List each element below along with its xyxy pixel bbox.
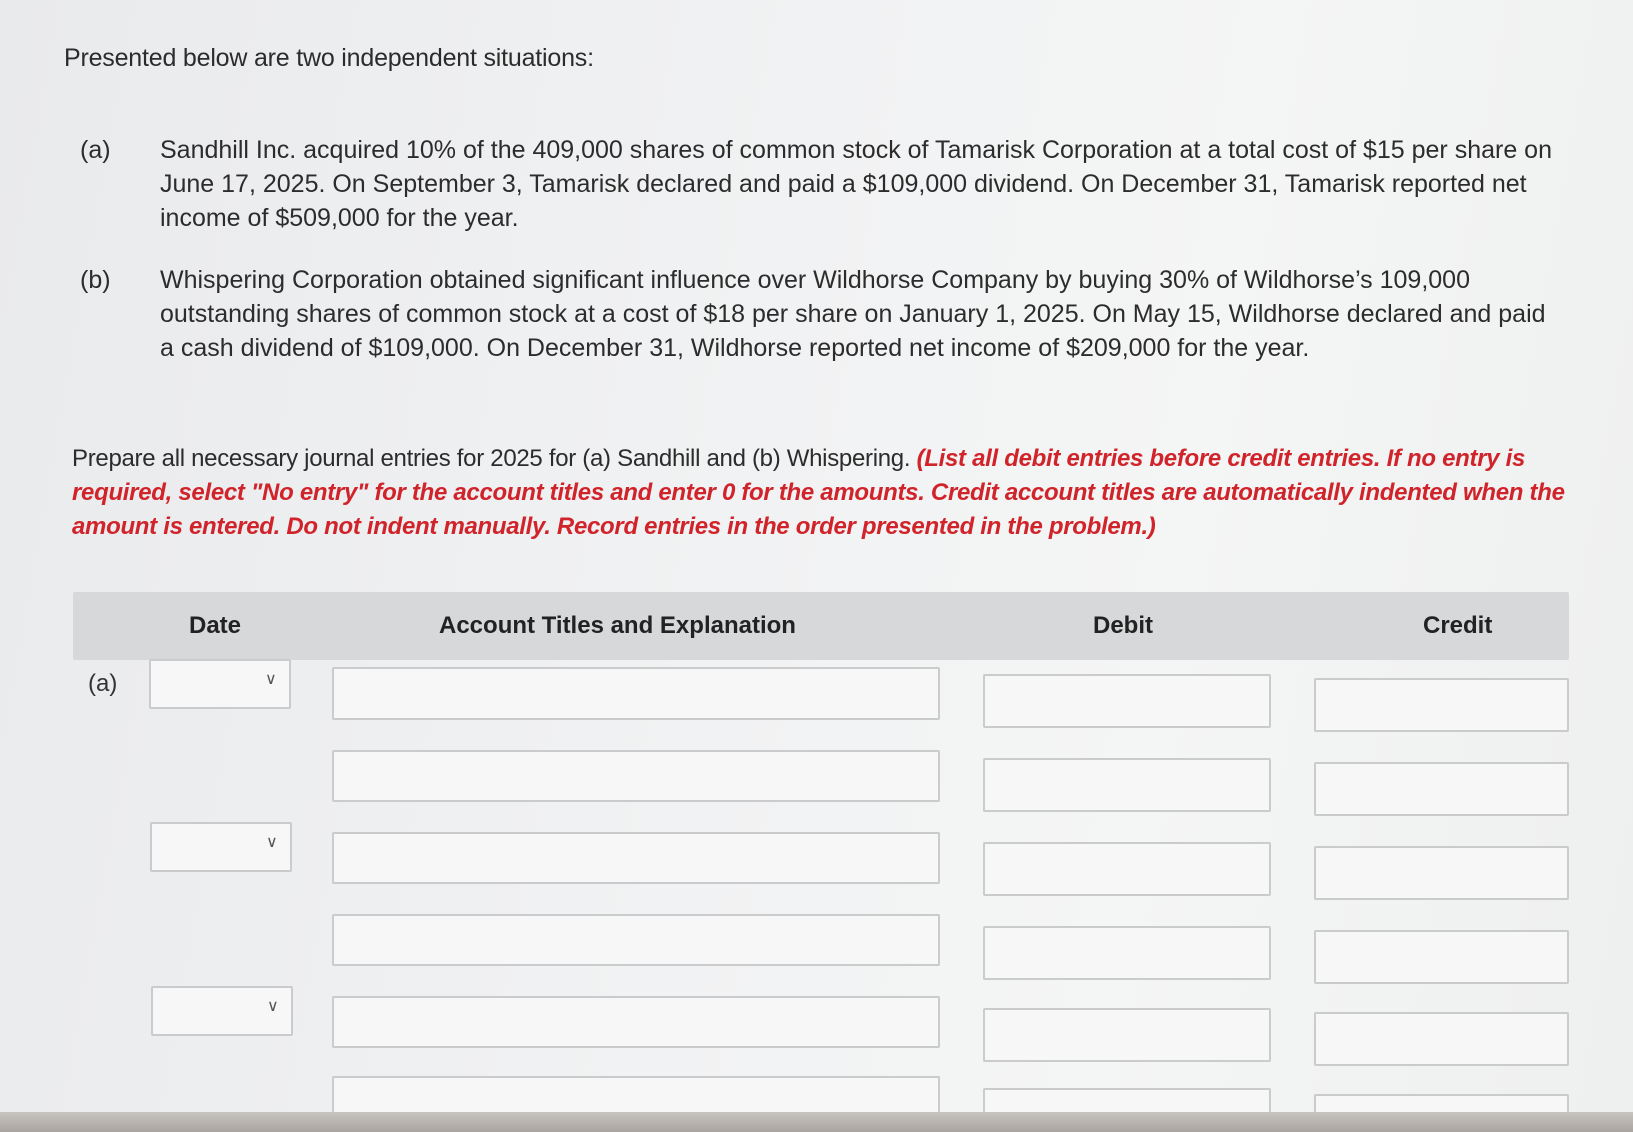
situation-b <box>80 263 1560 365</box>
instructions-text: Prepare all necessary journal entries for 2025 for (a) Sandhill and (b) Whispering. <box>72 445 917 472</box>
screen-bezel <box>0 1112 1633 1132</box>
entry-label: (a) <box>88 670 118 697</box>
account-title-input[interactable] <box>332 667 940 720</box>
debit-input[interactable] <box>983 1008 1271 1062</box>
credit-input[interactable] <box>1314 762 1569 816</box>
credit-input[interactable] <box>1314 930 1569 984</box>
header-date: Date <box>189 612 242 639</box>
situation-a <box>80 133 1560 235</box>
chevron-down-icon: ∨ <box>266 834 278 851</box>
situation-letter: (a) <box>80 136 111 164</box>
intro-text: Presented below are two independent situations: <box>64 44 594 72</box>
debit-input[interactable] <box>983 842 1271 896</box>
credit-input[interactable] <box>1314 678 1569 732</box>
journal-table-header <box>73 592 1569 660</box>
debit-input[interactable] <box>983 758 1271 812</box>
situation-text: Sandhill Inc. acquired 10% of the 409,000 shares of common stock of Tamarisk Corporation at a total cost of $15 per share on June 17, 2025. On September 3, Tamarisk declared and paid a $109,000 dividend. On December 31, Tamarisk reported net income of $509,000 for the year. <box>160 136 1552 232</box>
account-title-input[interactable] <box>332 750 940 802</box>
header-account: Account Titles and Explanation <box>439 612 796 639</box>
header-credit: Credit <box>1423 612 1493 639</box>
account-title-input[interactable] <box>332 996 940 1048</box>
instructions <box>72 442 1572 544</box>
header-debit: Debit <box>1093 612 1153 639</box>
debit-input[interactable] <box>983 674 1271 728</box>
credit-input[interactable] <box>1314 846 1569 900</box>
situation-text: Whispering Corporation obtained significant influence over Wildhorse Company by buying 30% of Wildhorse’s 109,000 outstanding shares of common stock at a cost of $18 per share on January 1, 2025. On May 15, Wildhorse declared and paid a cash dividend of $109,000. On December 31, Wildhorse reported net income of $209,000 for the year. <box>160 266 1546 362</box>
date-select[interactable] <box>150 822 292 872</box>
date-select[interactable] <box>151 986 293 1036</box>
chevron-down-icon: ∨ <box>267 998 279 1015</box>
credit-input[interactable] <box>1314 1012 1569 1066</box>
chevron-down-icon: ∨ <box>265 671 277 688</box>
instructions-note: (List all debit entries before credit entries. If no entry is required, select "No entry" for the account titles and enter 0 for the amounts. Credit account titles are automatically indented when the amount is entered. Do not indent manually. Record entries in the order presented in the problem.) <box>72 445 1565 540</box>
account-title-input[interactable] <box>332 1076 940 1116</box>
account-title-input[interactable] <box>332 914 940 966</box>
debit-input[interactable] <box>983 926 1271 980</box>
situation-letter: (b) <box>80 266 111 294</box>
date-select[interactable] <box>149 659 291 709</box>
account-title-input[interactable] <box>332 832 940 884</box>
